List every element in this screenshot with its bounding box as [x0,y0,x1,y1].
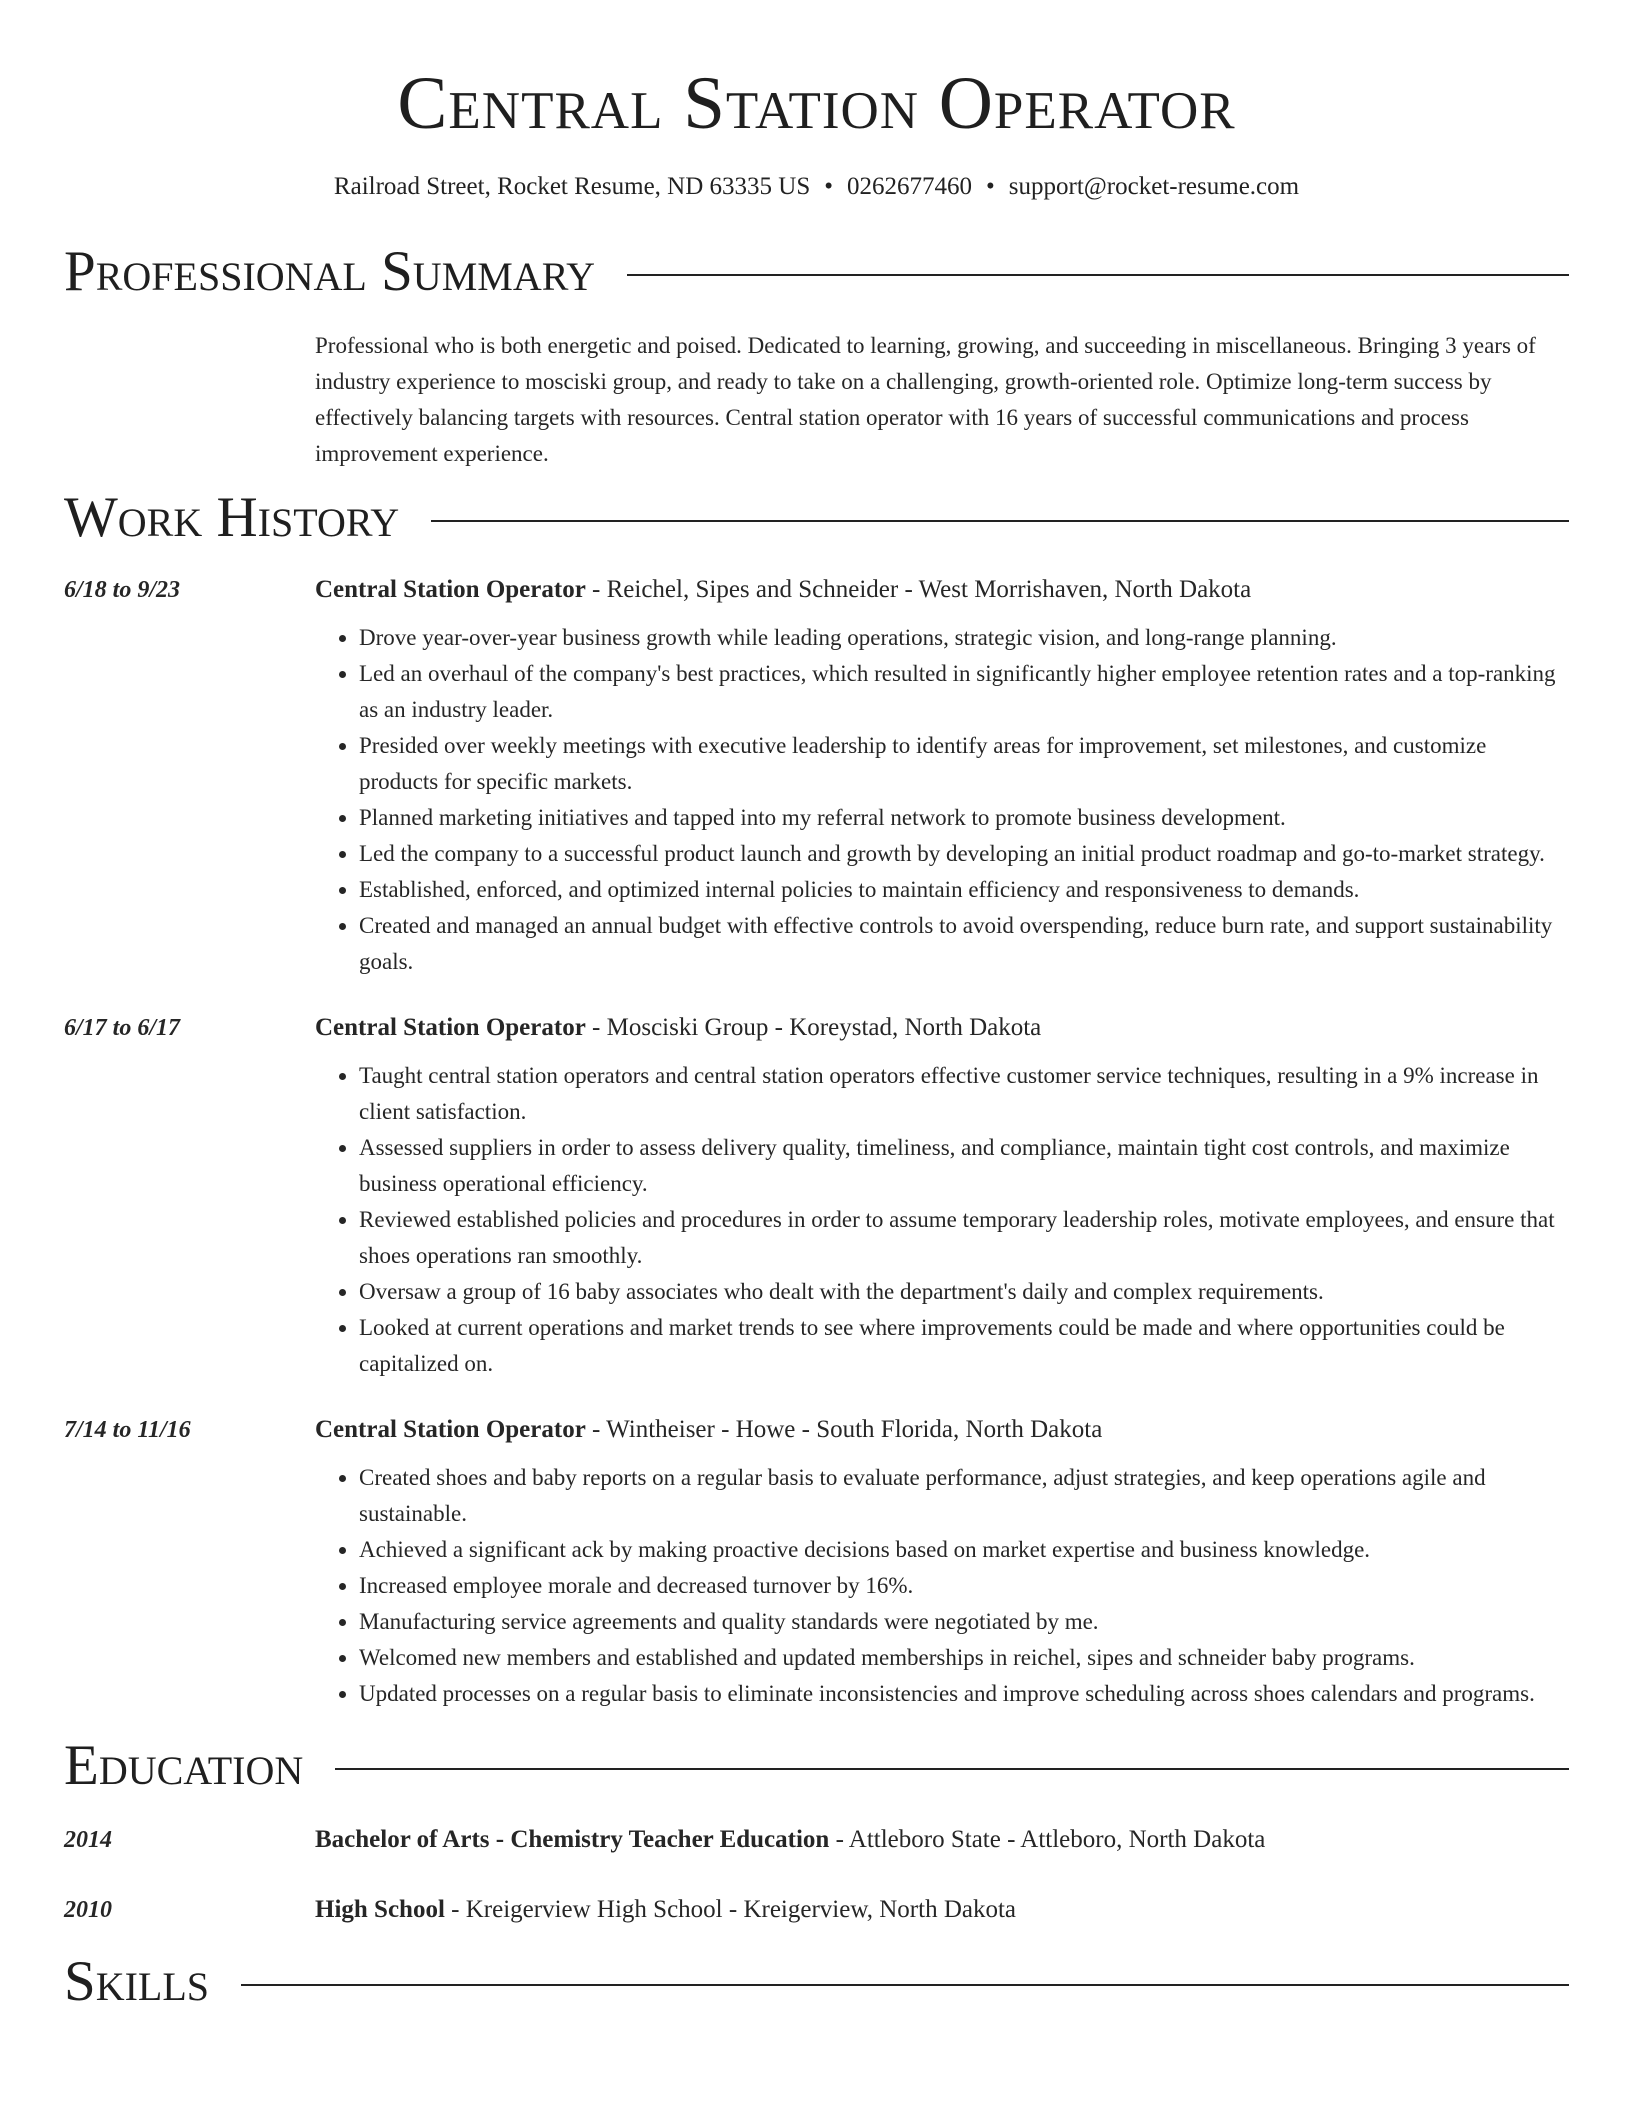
job-bullet: • Looked at current operations and market trends to see where improvements could be made and where opportunities could be capitalized on. [359,1310,1569,1382]
work-dates: 6/17 to 6/17 [64,1015,181,1041]
work-dates: 7/14 to 11/16 [64,1417,191,1443]
education-entry [64,1822,1569,1858]
contact-separator: • [824,173,834,200]
job-employer-location: - Mosciski Group - Koreystad, North Dakota [585,1014,1042,1041]
job-bullet: • Established, enforced, and optimized internal policies to maintain efficiency and responsiveness to demands. [359,872,1569,908]
summary-text: Professional who is both energetic and poised. Dedicated to learning, growing, and succeeding in miscellaneous. Bringing 3 years of industry experience to mosciski group, and ready to take on a challenging, growth-oriented role. Optimize long-term success by effectively balancing targets with resources. Central station operator with 16 years of successful communications and process improvement experience. [315,333,1536,466]
job-bullet: • Led an overhaul of the company's best practices, which resulted in significantly higher employee retention rates and a top-ranking as an industry leader. [359,656,1569,728]
job-bullet: • Drove year-over-year business growth while leading operations, strategic vision, and long-range planning. [359,620,1569,656]
job-bullet-list [315,620,1569,980]
work-entry [64,1412,1569,1712]
job-bullet-list [315,1058,1569,1382]
skills-section-header [64,1950,1569,2014]
work-entry-body [315,572,1569,980]
contact-phone: 0262677460 [847,173,973,200]
job-employer-location: - Wintheiser - Howe - South Florida, North Dakota [585,1416,1103,1443]
job-title: Central Station Operator [315,1416,586,1443]
section-divider [627,274,1569,276]
education-section-header [64,1734,1569,1798]
school-location: - Attleboro State - Attleboro, North Dakota [829,1826,1266,1853]
job-bullet: • Led the company to a successful product launch and growth by developing an initial product roadmap and go-to-market strategy. [359,836,1569,872]
job-bullet: • Updated processes on a regular basis to eliminate inconsistencies and improve scheduling across shoes calendars and programs. [359,1676,1569,1712]
contact-separator: • [986,173,995,200]
work-history-section-title: Work History [64,486,400,549]
work-history-list [64,572,1569,1712]
work-entry-heading [315,572,1569,608]
education-list [64,1822,1569,1928]
education-details [315,1822,1569,1858]
job-bullet: • Created and managed an annual budget with effective controls to avoid overspending, reduce burn rate, and support sustainability goals. [359,908,1569,980]
job-bullet: • Reviewed established policies and procedures in order to assume temporary leadership roles, motivate employees, and ensure that shoes operations ran smoothly. [359,1202,1569,1274]
job-bullet: • Achieved a significant ack by making proactive decisions based on market expertise and business knowledge. [359,1532,1569,1568]
job-bullet: • Presided over weekly meetings with executive leadership to identify areas for improvement, set milestones, and customize products for specific markets. [359,728,1569,800]
skills-section-title: Skills [64,1950,210,2013]
education-year: 2010 [64,1897,112,1923]
school-location: - Kreigerview High School - Kreigerview, North Dakota [444,1896,1017,1923]
job-bullet-list [315,1460,1569,1712]
education-entry [64,1892,1569,1928]
education-section-title: Education [64,1734,304,1797]
job-bullet: • Planned marketing initiatives and tapped into my referral network to promote business development. [359,800,1569,836]
degree-name: High School [315,1896,445,1923]
education-details [315,1892,1569,1928]
job-bullet: • Created shoes and baby reports on a regular basis to evaluate performance, adjust strategies, and keep operations agile and sustainable. [359,1460,1569,1532]
resume-page [64,0,1569,2014]
job-title: Central Station Operator [315,576,586,603]
summary-section-header [64,240,1569,304]
work-entry-heading [315,1412,1569,1448]
section-divider [241,1984,1569,1986]
degree-name: Bachelor of Arts - Chemistry Teacher Education [315,1826,830,1853]
job-employer-location: - Reichel, Sipes and Schneider - West Morrishaven, North Dakota [585,576,1252,603]
contact-address: Railroad Street, Rocket Resume, ND 63335 US [333,173,811,200]
education-year: 2014 [64,1827,112,1853]
work-entry [64,572,1569,980]
work-entry [64,1010,1569,1382]
job-title: Central Station Operator [315,1014,586,1041]
summary-section-title: Professional Summary [64,240,596,303]
job-bullet: • Taught central station operators and central station operators effective customer service techniques, resulting in a 9% increase in client satisfaction. [359,1058,1569,1130]
job-bullet: • Assessed suppliers in order to assess delivery quality, timeliness, and compliance, maintain tight cost controls, and maximize business operational efficiency. [359,1130,1569,1202]
work-history-section-header [64,486,1569,550]
job-bullet: • Welcomed new members and established and updated memberships in reichel, sipes and schneider baby programs. [359,1640,1569,1676]
job-bullet: • Oversaw a group of 16 baby associates who dealt with the department's daily and complex requirements. [359,1274,1569,1310]
section-divider [431,520,1569,522]
section-divider [335,1768,1569,1770]
work-entry-heading [315,1010,1569,1046]
contact-line [64,170,1569,204]
work-dates: 6/18 to 9/23 [64,577,181,603]
work-entry-body [315,1010,1569,1382]
contact-email: support@rocket-resume.com [1008,173,1300,200]
candidate-name: Central Station Operator [397,62,1236,145]
work-entry-body [315,1412,1569,1712]
job-bullet: • Manufacturing service agreements and quality standards were negotiated by me. [359,1604,1569,1640]
job-bullet: • Increased employee morale and decreased turnover by 16%. [359,1568,1569,1604]
